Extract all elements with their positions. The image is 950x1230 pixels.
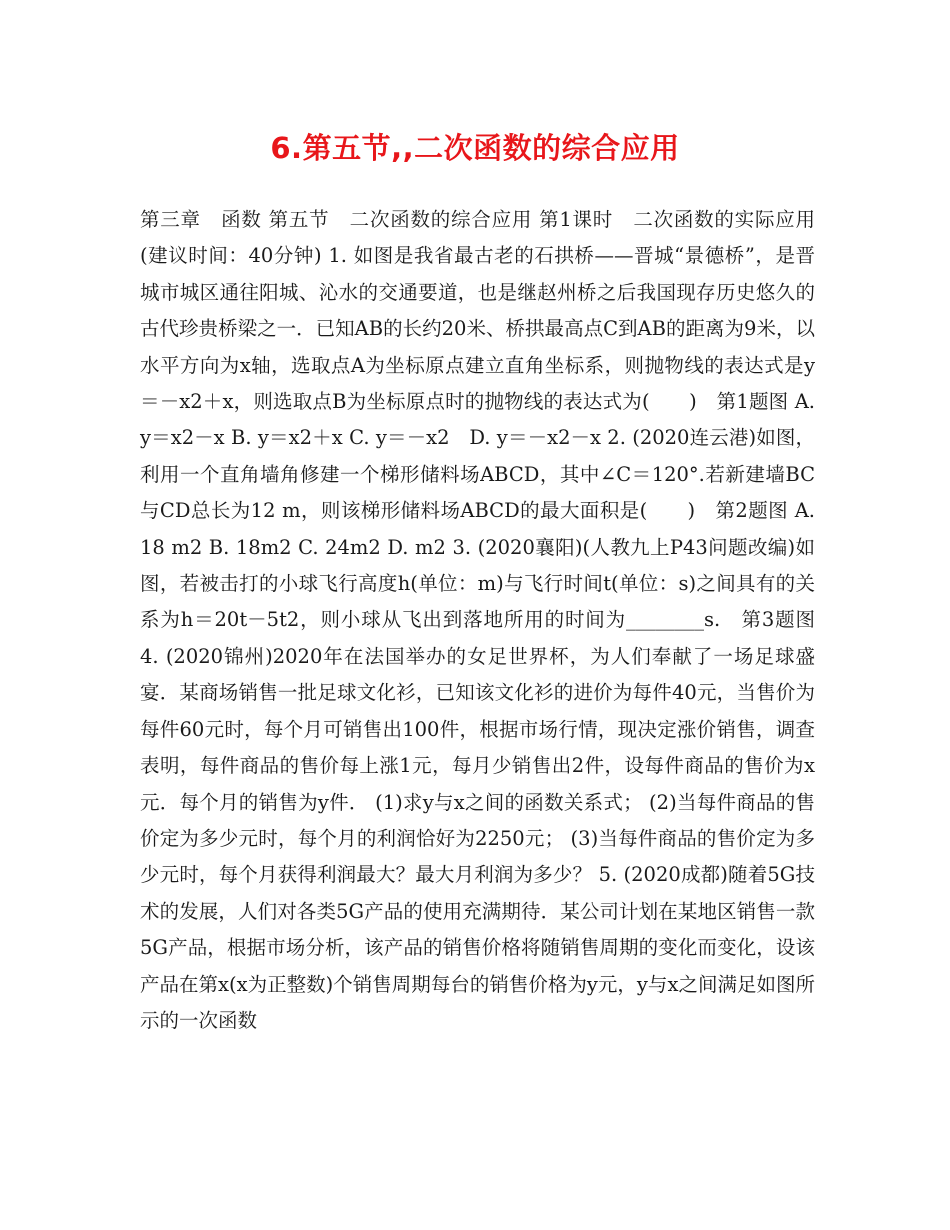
document-body: 第三章 函数 第五节 二次函数的综合应用 第1课时 二次函数的实际应用 (建议时间：40分钟) 1. 如图是我省最古老的石拱桥——晋城“景德桥”，是晋城市城区通往阳城、沁水的交通要道，也是继赵州桥之后我国现存历史悠久的古代珍贵桥梁之一．已知AB的长约20米、桥拱最高点C到AB的距离为9米，以水平方向为x轴，选取点A为坐标原点建立直角坐标系，则抛物线的表达式是y＝－x2＋x，则选取点B为坐标原点时的抛物线的表达式为( ) 第1题图 A. y＝x2－x B. y＝x2＋x C. y＝－x2 D. y＝－x2－x 2. (2020连云港)如图，利用一个直角墙角修建一个梯形储料场ABCD，其中∠C＝120°.若新建墙BC与CD总长为12 m，则该梯形储料场ABCD的最大面积是( ) 第2题图 A. 18 m2 B. 18m2 C. 24m2 D. m2 3. (2020襄阳)(人教九上P43问题改编)如图，若被击打的小球飞行高度h(单位：m)与飞行时间t(单位：s)之间具有的关系为h＝20t－5t2，则小球从飞出到落地所用的时间为________s. 第3题图 4. (2020锦州)2020年在法国举办的女足世界杯，为人们奉献了一场足球盛宴．某商场销售一批足球文化衫，已知该文化衫的进价为每件40元，当售价为每件60元时，每个月可销售出100件，根据市场行情，现决定涨价销售，调查表明，每件商品的售价每上涨1元，每月少销售出2件，设每件商品的售价为x元．每个月的销售为y件． (1)求y与x之间的函数关系式； (2)当每件商品的售价定为多少元时，每个月的利润恰好为2250元； (3)当每件商品的售价定为多少元时，每个月获得利润最大？最大月利润为多少？ 5. (2020成都)随着5G技术的发展，人们对各类5G产品的使用充满期待．某公司计划在某地区销售一款5G产品，根据市场分析，该产品的销售价格将随销售周期的变化而变化，设该产品在第x(x为正整数)个销售周期每台的销售价格为y元，y与x之间满足如图所示的一次函数 (140, 208, 835, 1032)
document-title: 6.第五节,,二次函数的综合应用 (270, 131, 680, 165)
